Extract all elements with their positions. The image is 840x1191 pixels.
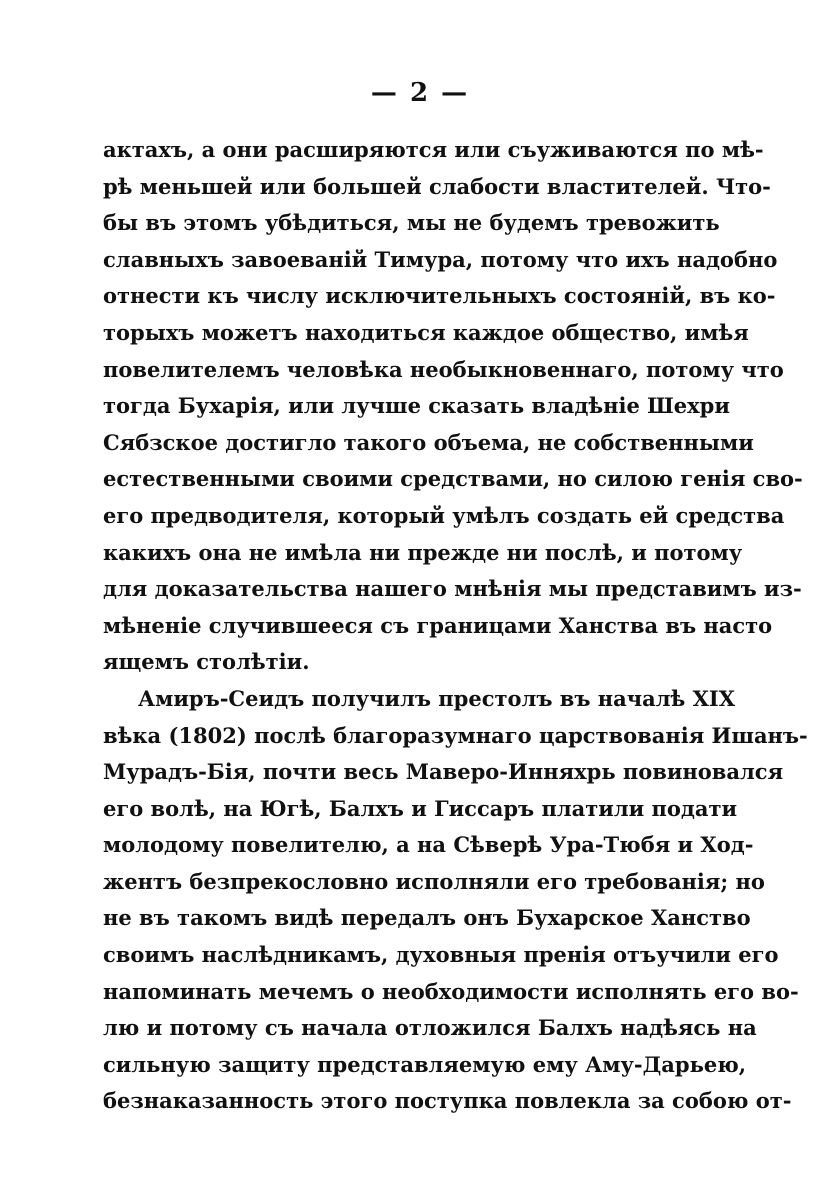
text-line: для доказательства нашего мнѣнія мы представимъ из-	[103, 576, 802, 602]
text-line: славныхъ завоеваній Тимура, потому что ихъ надобно	[103, 246, 778, 272]
text-line: торыхъ можетъ находиться каждое общество, имѣя	[103, 319, 749, 345]
text-line: ящемъ столѣтіи.	[103, 649, 310, 675]
text-line: лю и потому съ начала отложился Балхъ надѣясь на	[103, 1015, 757, 1041]
text-line: мѣненіе случившееся съ границами Ханства въ насто	[103, 612, 773, 638]
text-line: молодому повелителю, а на Сѣверѣ Ура-Тюбя и Ход-	[103, 832, 754, 858]
text-line: Сябзское достигло такого объема, не собственными	[103, 429, 754, 455]
text-line: тогда Бухарія, или лучше сказать владѣніе Шехри	[103, 393, 730, 419]
text-line: повелителемъ человѣка необыкновеннаго, потому что	[103, 356, 784, 382]
paragraph-2	[103, 681, 808, 1120]
text-line: актахъ, а они расширяются или съуживаются по мѣ-	[103, 137, 764, 162]
text-line: рѣ меньшей или большей слабости властителей. Что-	[103, 173, 771, 199]
text-line: Амиръ-Сеидъ получилъ престолъ въ началѣ XIX	[138, 685, 736, 711]
page-number: — 2 —	[370, 78, 470, 108]
text-line: его волѣ, на Югѣ, Балхъ и Гиссаръ платили подати	[103, 795, 738, 821]
text-line: его предводителя, который умѣлъ создать ей средства	[103, 502, 785, 528]
text-line: жентъ безпрекословно исполняли его требованія; но	[103, 868, 765, 894]
text-line: напоминать мечемъ о необходимости исполнять его во-	[103, 978, 799, 1004]
text-line: сильную защиту представляемую ему Аму-Дарьею,	[103, 1051, 747, 1077]
body-text	[103, 132, 808, 1120]
text-line: какихъ она не имѣла ни прежде ни послѣ, и потому	[103, 539, 743, 565]
text-line: безнаказанность этого поступка повлекла за собою от-	[103, 1088, 792, 1114]
text-line: своимъ наслѣдникамъ, духовныя пренія отъучили его	[103, 942, 779, 968]
text-line: не въ такомъ видѣ передалъ онъ Бухарское Ханство	[103, 905, 751, 931]
text-line: Мурадъ-Бія, почти весь Маверо-Инняхрь повиновался	[103, 759, 784, 785]
text-line: вѣка (1802) послѣ благоразумнаго царствованія Ишанъ-	[103, 722, 808, 748]
paragraph-1	[103, 132, 803, 681]
text-line: естественными своими средствами, но силою генія сво-	[103, 466, 803, 492]
text-line: бы въ этомъ убѣдиться, мы не будемъ тревожить	[103, 210, 720, 236]
text-line: отнести къ числу исключительныхъ состояній, въ ко-	[103, 283, 776, 309]
